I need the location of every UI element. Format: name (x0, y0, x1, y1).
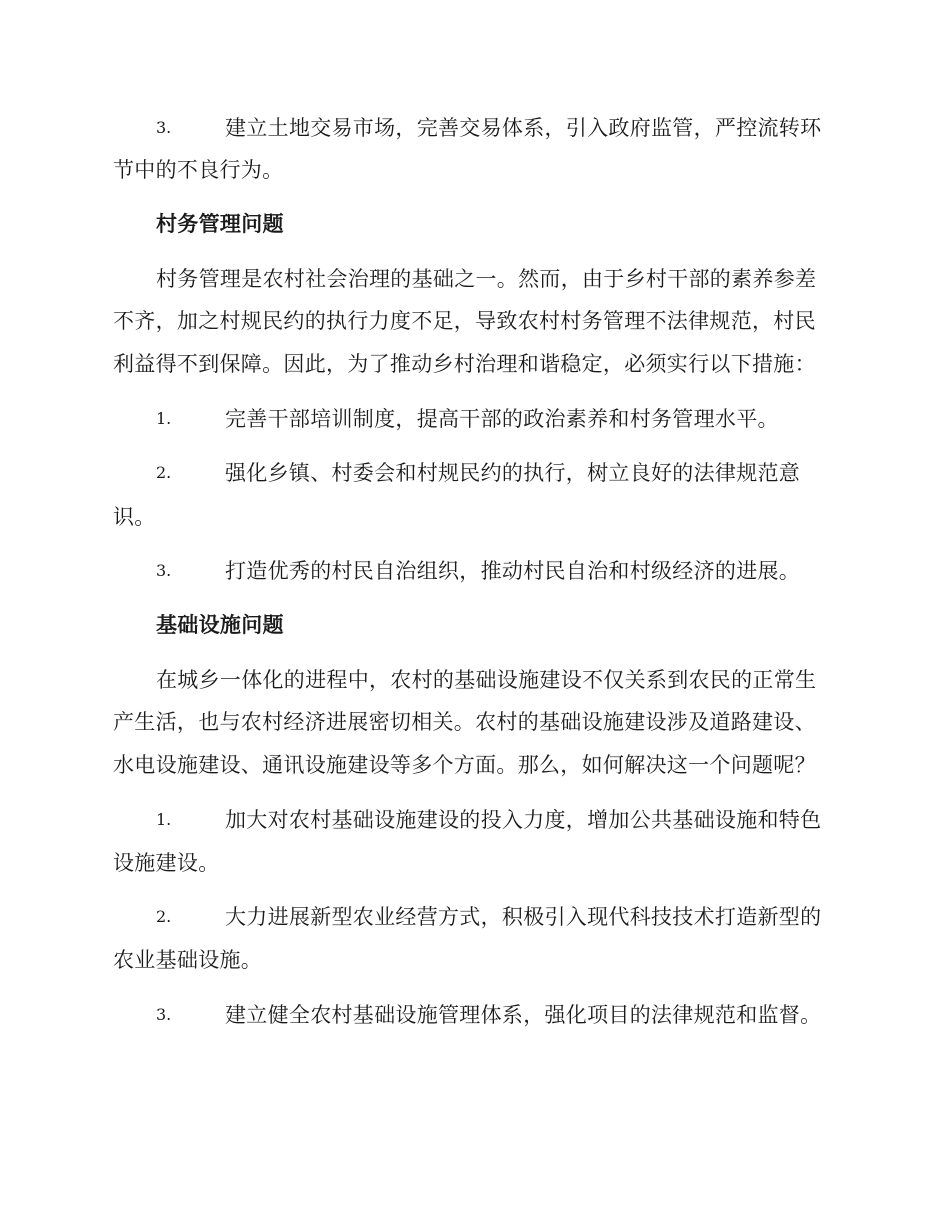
paragraph-line: 水电设施建设、通讯设施建设等多个方面。那么，如何解决这一个问题呢？ (113, 753, 816, 777)
list-number: 3. (156, 118, 172, 137)
list-item-text: 完善干部培训制度，提高干部的政治素养和村务管理水平。 (225, 407, 779, 431)
list-item-text: 设施建设。 (113, 851, 220, 875)
list-number: 3. (156, 1005, 172, 1024)
paragraph-line: 利益得不到保障。因此，为了推动乡村治理和谐稳定，必须实行以下措施： (113, 352, 816, 376)
list-number: 3. (156, 561, 172, 580)
list-number: 1. (156, 409, 172, 428)
list-item-text: 农业基础设施。 (113, 948, 263, 972)
list-item-text: 识。 (113, 505, 156, 529)
section-heading: 村务管理问题 (156, 211, 284, 236)
list-number: 2. (156, 907, 172, 926)
list-item-text: 大力进展新型农业经营方式，积极引入现代科技技术打造新型的 (225, 905, 822, 929)
list-item-text: 节中的不良行为。 (113, 158, 284, 182)
paragraph-line: 在城乡一体化的进程中，农村的基础设施建设不仅关系到农民的正常生 (156, 668, 817, 692)
list-item-text: 强化乡镇、村委会和村规民约的执行，树立良好的法律规范意 (225, 461, 801, 485)
paragraph-line: 村务管理是农村社会治理的基础之一。然而，由于乡村干部的素养参差 (156, 267, 817, 291)
paragraph-line: 不齐，加之村规民约的执行力度不足，导致农村村务管理不法律规范，村民 (113, 309, 816, 333)
paragraph-line: 产生活，也与农村经济进展密切相关。农村的基础设施建设涉及道路建设、 (113, 710, 816, 734)
list-item-text: 加大对农村基础设施建设的投入力度，增加公共基础设施和特色 (225, 808, 822, 832)
section-heading: 基础设施问题 (156, 612, 284, 637)
list-number: 2. (156, 463, 172, 482)
list-item-text: 建立健全农村基础设施管理体系，强化项目的法律规范和监督。 (225, 1003, 822, 1027)
list-item-text: 打造优秀的村民自治组织，推动村民自治和村级经济的进展。 (225, 559, 801, 583)
list-number: 1. (156, 810, 172, 829)
list-item-text: 建立土地交易市场，完善交易体系，引入政府监管，严控流转环 (225, 116, 822, 140)
